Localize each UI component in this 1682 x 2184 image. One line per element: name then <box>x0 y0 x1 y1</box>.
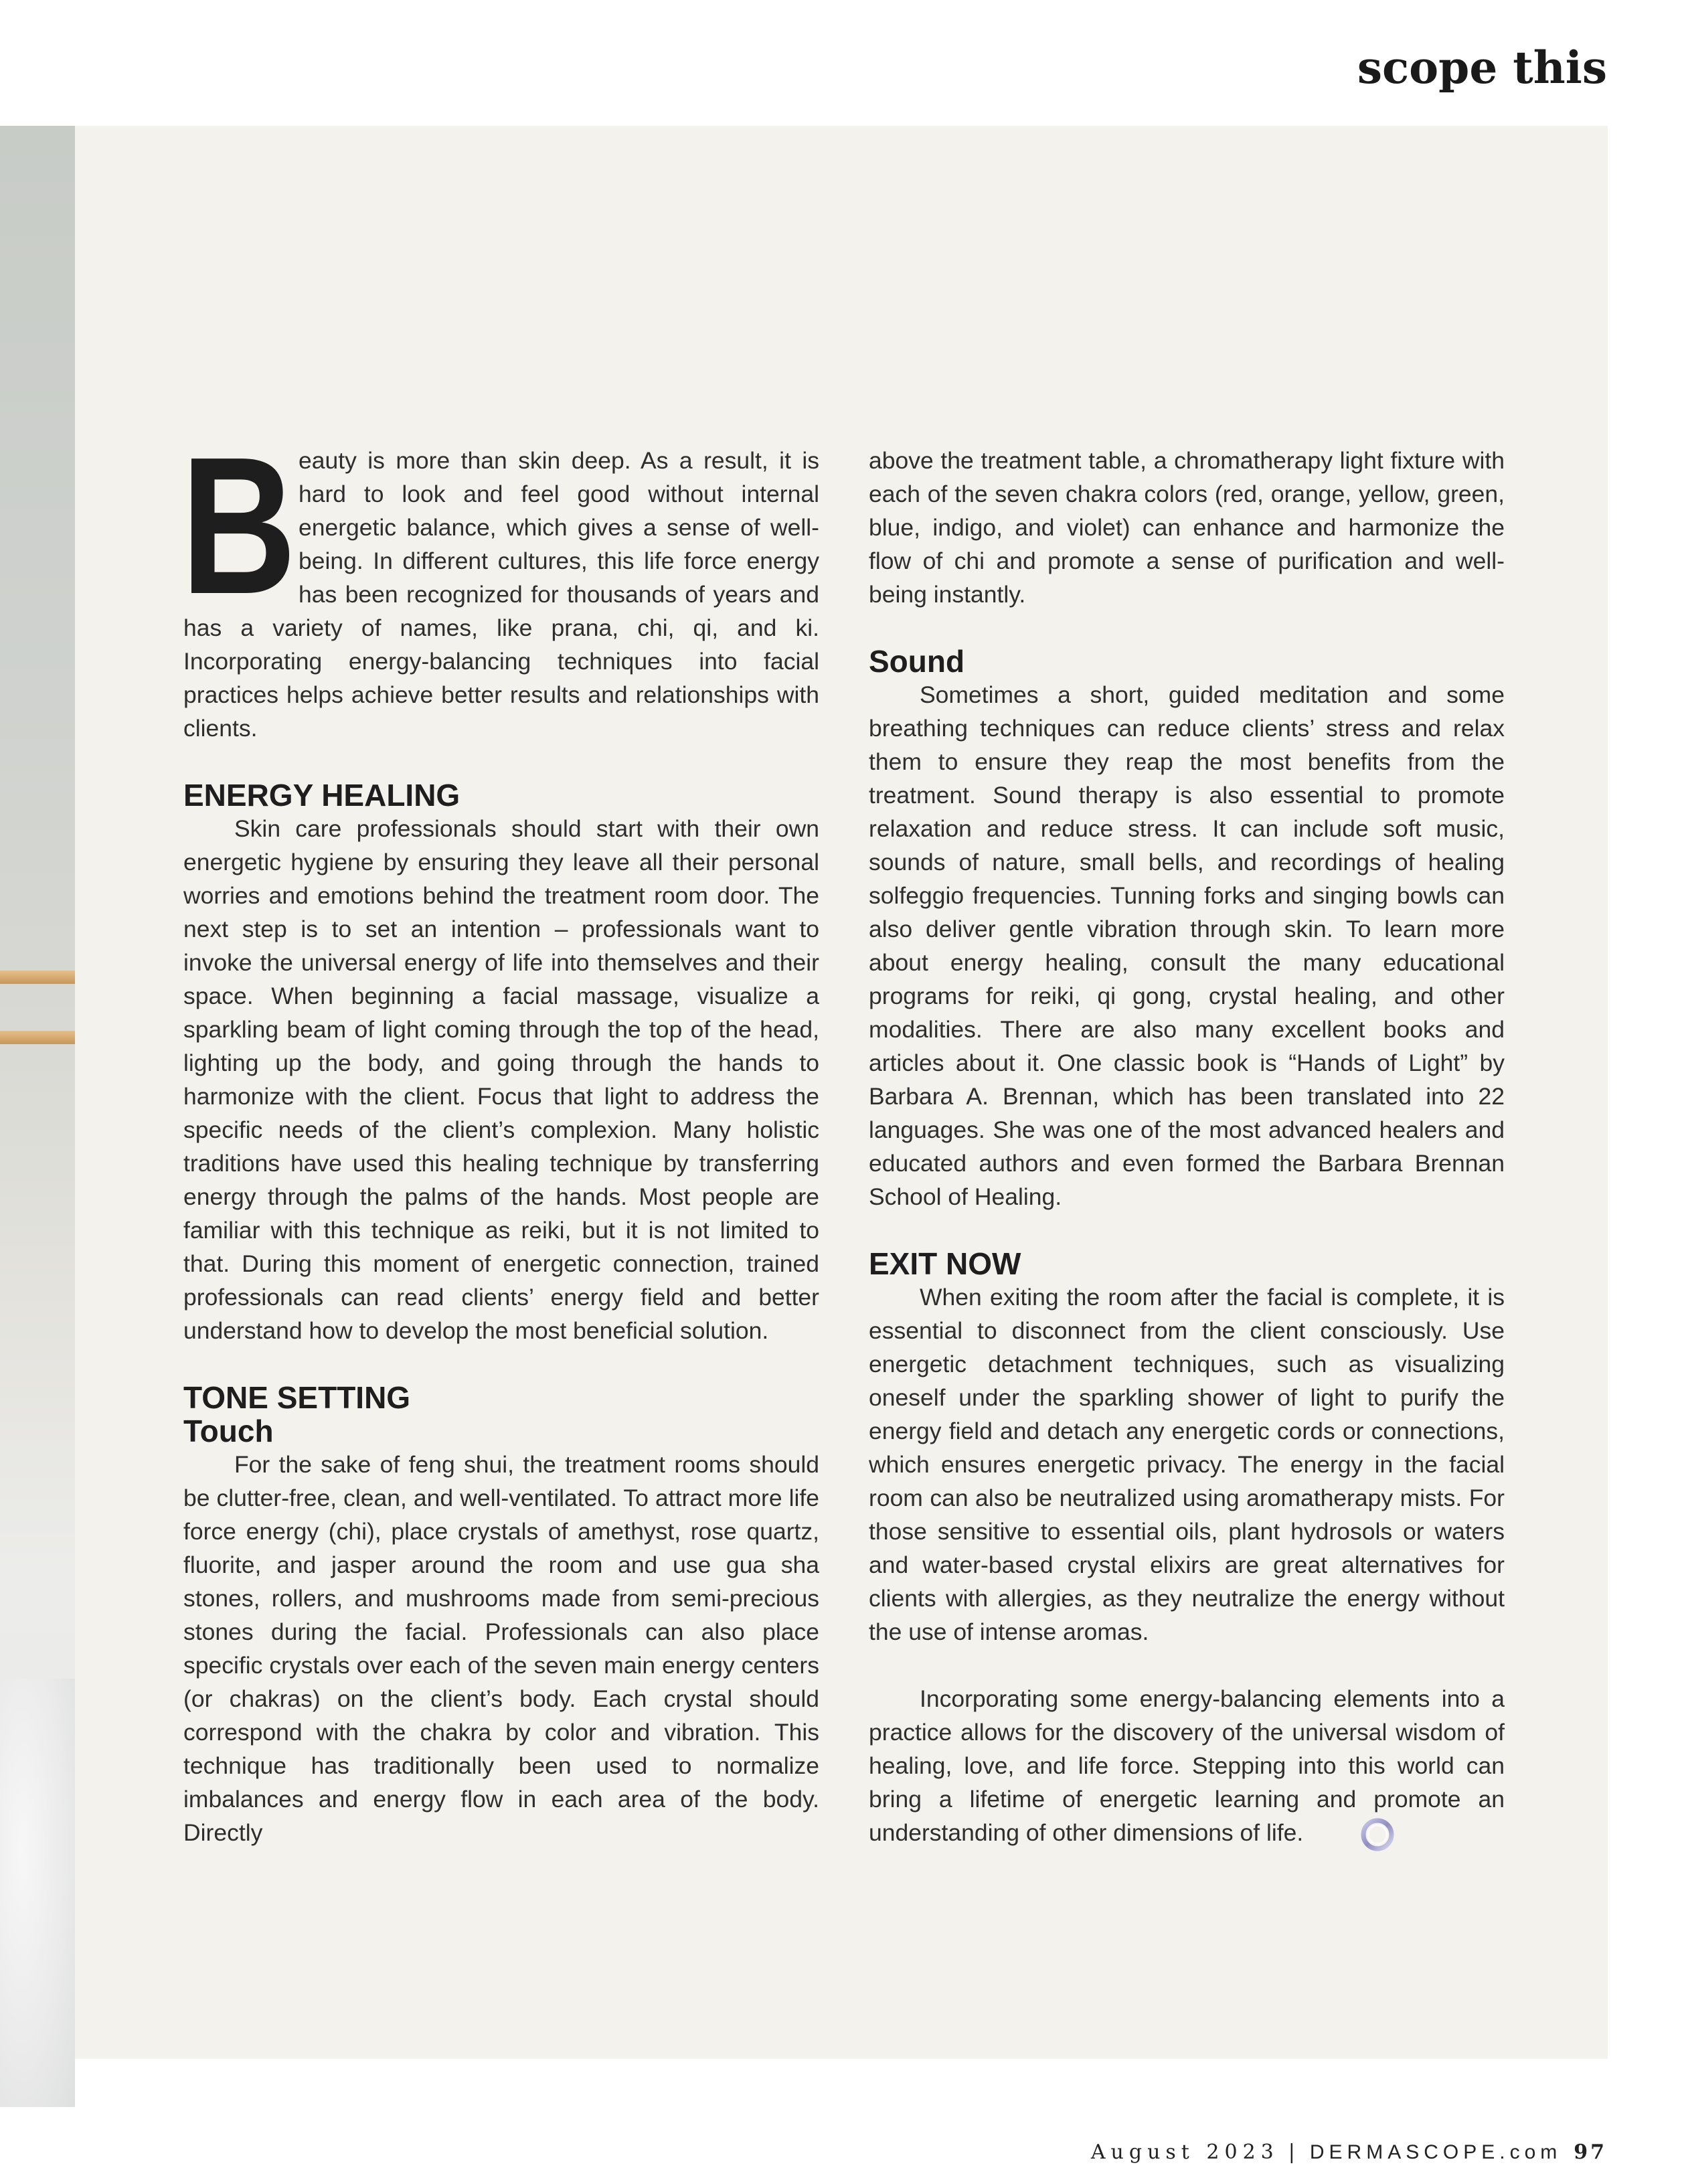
photo-rail-bottom <box>0 1031 75 1044</box>
energy-healing-paragraph: Skin care professionals should start with their own energetic hygiene by ensuring they leave all their personal worries and emotions behind the treatment room door. The next step is to set an intention – professionals want to invoke the universal energy of life into themselves and their space. When beginning a facial massage, visualize a sparkling beam of light coming through the top of the head, lighting up the body, and going through the hands to harmonize with the client. Focus that light to address the specific needs of the client’s complexion. Many holistic traditions have used this healing technique by transferring energy through the palms of the hands. Most people are familiar with this technique as reiki, but it is not limited to that. During this moment of energetic connection, trained professionals can read clients’ energy field and better understand how to develop the most beneficial solution. <box>183 815 819 1344</box>
paragraph-spacer <box>869 1649 1505 1682</box>
end-of-article-mark-icon <box>1309 1817 1345 1853</box>
footer-date: August 2023 <box>1090 2140 1279 2164</box>
conclusion-text: Incorporating some energy-balancing elements into a practice allows for the discovery of the universal wisdom of healing, love, and life force. Stepping into this world can bring a lifetime of energetic learning and promote an understanding of other dimensions of life. <box>869 1685 1505 1846</box>
edge-photo <box>0 126 75 2059</box>
footer-site: DERMASCOPE.com <box>1309 2141 1562 2163</box>
exit-now-paragraph: When exiting the room after the facial is complete, it is essential to disconnect from the client consciously. Use energetic detachment techniques, such as visualizing oneself under the sparkling shower of light to purify the energy field and detach any energetic cords or connections, which ensures energetic privacy. The energy in the facial room can also be neutralized using aromatherapy mists. For those sensitive to essential oils, plant hydrosols or waters and water-based crystal elixirs are great alternatives for clients with allergies, as they neutralize the energy without the use of intense aromas. <box>869 1284 1505 1645</box>
page-footer <box>1091 2140 1607 2164</box>
sound-paragraph: Sometimes a short, guided meditation and some breathing techniques can reduce clients’ stress and relax them to ensure they reap the most benefits from the treatment. Sound therapy is also essential to promote relaxation and reduce stress. It can include soft music, sounds of nature, small bells, and recordings of healing solfeggio frequencies. Tunning forks and singing bowls can also deliver gentle vibration through skin. To learn more about energy healing, consult the many educational programs for reiki, qi gong, crystal healing, and other modalities. There are also many excellent books and articles about it. One classic book is “Hands of Light” by Barbara A. Brennan, which has been translated into 22 languages. She was one of the most advanced healers and educated authors and even formed the Barbara Brennan School of Healing. <box>869 681 1505 1210</box>
article-column-right <box>869 444 1505 1853</box>
intro-text: eauty is more than skin deep. As a result, it is hard to look and feel good without internal energetic balance, which gives a sense of well-being. In different cultures, this life force energy has been recognized for thousands of years and has a variety of names, like prana, chi, qi, and ki. Incorporating energy-balancing techniques into facial practices helps achieve better results and relationships with clients. <box>183 447 819 742</box>
touch-paragraph: For the sake of feng shui, the treatment rooms should be clutter-free, clean, and well-ventilated. To attract more life force energy (chi), place crystals of amethyst, rose quartz, fluorite, and jasper around the room and use gua sha stones, rollers, and mushrooms made from semi-precious stones during the facial. Professionals can also place specific crystals over each of the seven main energy centers (or chakras) on the client’s body. Each crystal should correspond with the chakra by color and vibration. This technique has traditionally been used to normalize imbalances and energy flow in each area of the body. Directly <box>183 1451 819 1846</box>
footer-separator: | <box>1288 2140 1300 2164</box>
photo-rail-top <box>0 971 75 984</box>
heading-exit-now: EXIT NOW <box>869 1246 1021 1281</box>
heading-tone-setting: TONE SETTING <box>183 1380 411 1415</box>
intro-paragraph <box>181 416 819 745</box>
subheading-touch: Touch <box>183 1414 274 1448</box>
conclusion-paragraph <box>869 1682 1505 1853</box>
subheading-sound: Sound <box>869 644 965 679</box>
page-number: 97 <box>1574 2140 1607 2164</box>
drop-cap: B <box>181 416 297 635</box>
section-title: scope this <box>1357 41 1607 94</box>
heading-energy-healing: ENERGY HEALING <box>183 778 460 813</box>
touch-paragraph-continued: above the treatment table, a chromatherapy light fixture with each of the seven chakra colors (red, orange, yellow, green, blue, indigo, and violet) can enhance and harmonize the flow of chi and promote a sense of purification and well-being instantly. <box>869 447 1505 608</box>
photo-towel <box>0 1679 75 2107</box>
article-column-left <box>181 416 819 1849</box>
